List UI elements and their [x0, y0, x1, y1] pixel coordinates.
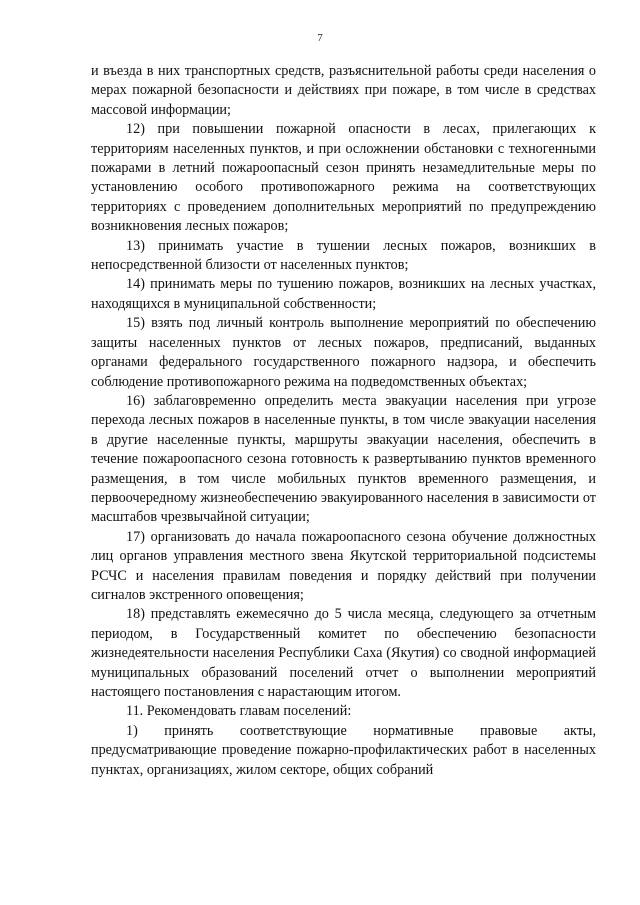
page-number: 7 [317, 32, 323, 44]
paragraph-continuation: и въезда в них транспортных средств, разъяснительной работы среди населения о мерах пожарной безопасности и действиях при пожаре, в том числе в средствах массовой информации; [91, 63, 596, 118]
paragraph-item-12: 12) при повышении пожарной опасности в лесах, прилегающих к территориям населенных пунктов, и при осложнении обстановки с техногенными пожарами в летний пожароопасный сезон принять незамедлительные меры по установлению особого противопожарного режима на соответствующих территориях с проведением дополнительных мероприятий по предупреждению возникновения лесных пожаров; [91, 121, 596, 235]
paragraph-item-16: 16) заблаговременно определить места эвакуации населения при угрозе перехода лесных пожаров в населенные пункты, в том числе эвакуации населения в другие населенные пункты, маршруты эвакуации населения, обеспечить в течение пожароопасного сезона готовность к развертыванию пунктов временного размещения, в том числе мобильных пунктов временного размещения, и первоочередному жизнеобеспечению эвакуированного населения в зависимости от масштабов чрезвычайной ситуации; [91, 392, 596, 526]
paragraph-item-15: 15) взять под личный контроль выполнение мероприятий по обеспечению защиты населенных пунктов от лесных пожаров, предписаний, выданных органами федерального государственного пожарного надзора, и обеспечить соблюдение противопожарного режима на подведомственных объектах; [91, 315, 596, 390]
paragraph-item-13: 13) принимать участие в тушении лесных пожаров, возникших в непосредственной близости от населенных пунктов; [91, 237, 596, 274]
paragraph-item-17: 17) организовать до начала пожароопасного сезона обучение должностных лиц органов управления местного звена Якутской территориальной подсистемы РСЧС и населения правилам поведения и порядку действий при получении сигналов экстренного оповещения; [91, 528, 596, 603]
paragraph-item-1: 1) принять соответствующие нормативные правовые акты, предусматривающие проведение пожарно-профилактических работ в населенных пунктах, организациях, жилом секторе, общих собраний [91, 722, 596, 778]
section-heading-11: 11. Рекомендовать главам поселений: [126, 703, 352, 720]
paragraph-item-18: 18) представлять ежемесячно до 5 числа месяца, следующего за отчетным периодом, в Государственный комитет по обеспечению безопасности жизнедеятельности населения Республики Саха (Якутия) со сводной информацией муниципальных образований поселений отчет о выполнении мероприятий настоящего постановления с нарастающим итогом. [91, 606, 596, 700]
document-body [91, 62, 596, 780]
paragraph-item-14: 14) принимать меры по тушению пожаров, возникших на лесных участках, находящихся в муниципальной собственности; [91, 276, 596, 312]
